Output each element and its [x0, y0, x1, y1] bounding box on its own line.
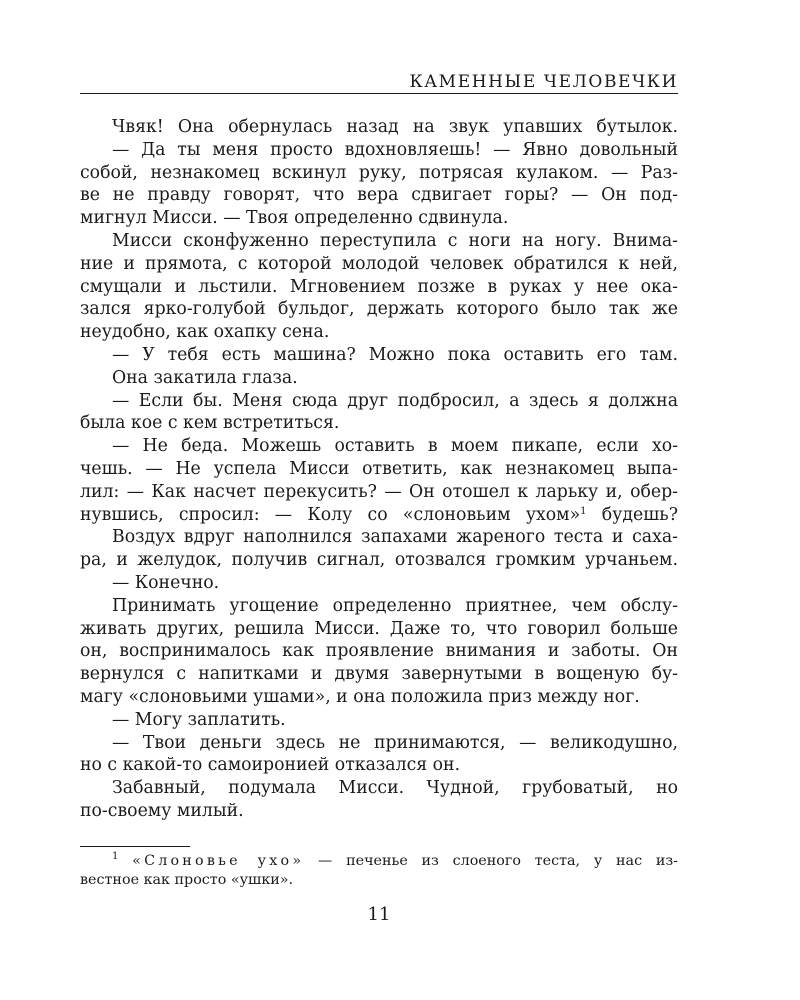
- text-line: мигнул Мисси. — Твоя определенно сдвинула.: [80, 208, 509, 229]
- text-line: — Могу заплатить.: [112, 709, 286, 730]
- text-line: Она закатила глаза.: [112, 367, 298, 388]
- text-line: он, воспринималось как проявление внимания и заботы. Он: [80, 641, 678, 662]
- footnote-term: «Слоновье ухо»: [132, 853, 305, 869]
- text-line: собой, незнакомец вскинул руку, потрясая кулаком. — Раз-: [80, 162, 678, 183]
- footnote-marker: 1: [112, 851, 119, 862]
- text-line: ве не правду говорят, что вера сдвигает горы? — Он под-: [80, 185, 678, 206]
- page-number: 11: [367, 904, 391, 925]
- text-line: Принимать угощение определенно приятнее, чем обслу-: [112, 595, 678, 616]
- text-line: — Если бы. Меня сюда друг подбросил, а здесь я должна: [112, 390, 678, 411]
- text-line: смущали и льстили. Мгновением позже в руках у нее ока-: [80, 276, 678, 297]
- text-line: Мисси сконфуженно переступила с ноги на ногу. Внима-: [112, 230, 678, 251]
- text-line: магу «слоновьими ушами», и она положила приз между ног.: [80, 686, 640, 707]
- text-line: — Конечно.: [112, 572, 220, 593]
- footnote-reference: 1: [580, 505, 587, 517]
- text-line: Воздух вдруг наполнился запахами жареного теста и саха-: [112, 527, 678, 548]
- footnote-text: — печенье из слоеного теста, у нас из-: [304, 853, 678, 869]
- text-line: неудобно, как охапку сена.: [80, 322, 330, 343]
- text-line: была кое с кем встретиться.: [80, 413, 340, 434]
- text-line: — Не беда. Можешь оставить в моем пикапе, если хо-: [112, 436, 678, 457]
- text-line: чешь. — Не успела Мисси ответить, как незнакомец выпа-: [80, 458, 678, 479]
- text-line: Забавный, подумала Мисси. Чудной, грубоватый, но: [112, 778, 678, 799]
- footnote: [80, 852, 678, 890]
- text-line: Чвяк! Она обернулась назад на звук упавших бутылок.: [112, 117, 678, 137]
- text-line: но с какой-то самоиронией отказался он.: [80, 755, 461, 776]
- text-segment: будешь?: [586, 504, 678, 525]
- text-line: живать других, решила Мисси. Даже то, что говорил больше: [80, 618, 678, 639]
- header-rule: [80, 93, 678, 94]
- text-line: — Твои деньги здесь не принимаются, — великодушно,: [112, 732, 678, 753]
- footnote-rule: [80, 846, 190, 847]
- text-line-with-footnote: [80, 504, 678, 527]
- text-line: — Да ты меня просто вдохновляешь! — Явно довольный: [112, 139, 678, 160]
- body-text: [80, 116, 678, 823]
- text-line: по-своему милый.: [80, 800, 244, 821]
- footnote-line: вестное как просто «ушки».: [80, 872, 294, 888]
- text-line: вернулся с напитками и двумя завернутыми в вощеную бу-: [80, 664, 678, 685]
- text-segment: нувшись, спросил: — Колу со «слоновьим ухом»: [80, 504, 581, 525]
- text-line: лил: — Как насчет перекусить? — Он отошел к ларьку и, обер-: [80, 481, 678, 502]
- text-line: — У тебя есть машина? Можно пока оставить его там.: [112, 344, 678, 365]
- text-line: ра, и желудок, получив сигнал, отозвался громким урчаньем.: [80, 550, 678, 571]
- running-header: КАМЕННЫЕ ЧЕЛОВЕЧКИ: [409, 72, 678, 92]
- footnote-line: [80, 852, 678, 871]
- text-line: ние и прямота, с которой молодой человек обратился к ней,: [80, 253, 678, 274]
- text-line: зался ярко-голубой бульдог, держать которого было так же: [80, 299, 678, 320]
